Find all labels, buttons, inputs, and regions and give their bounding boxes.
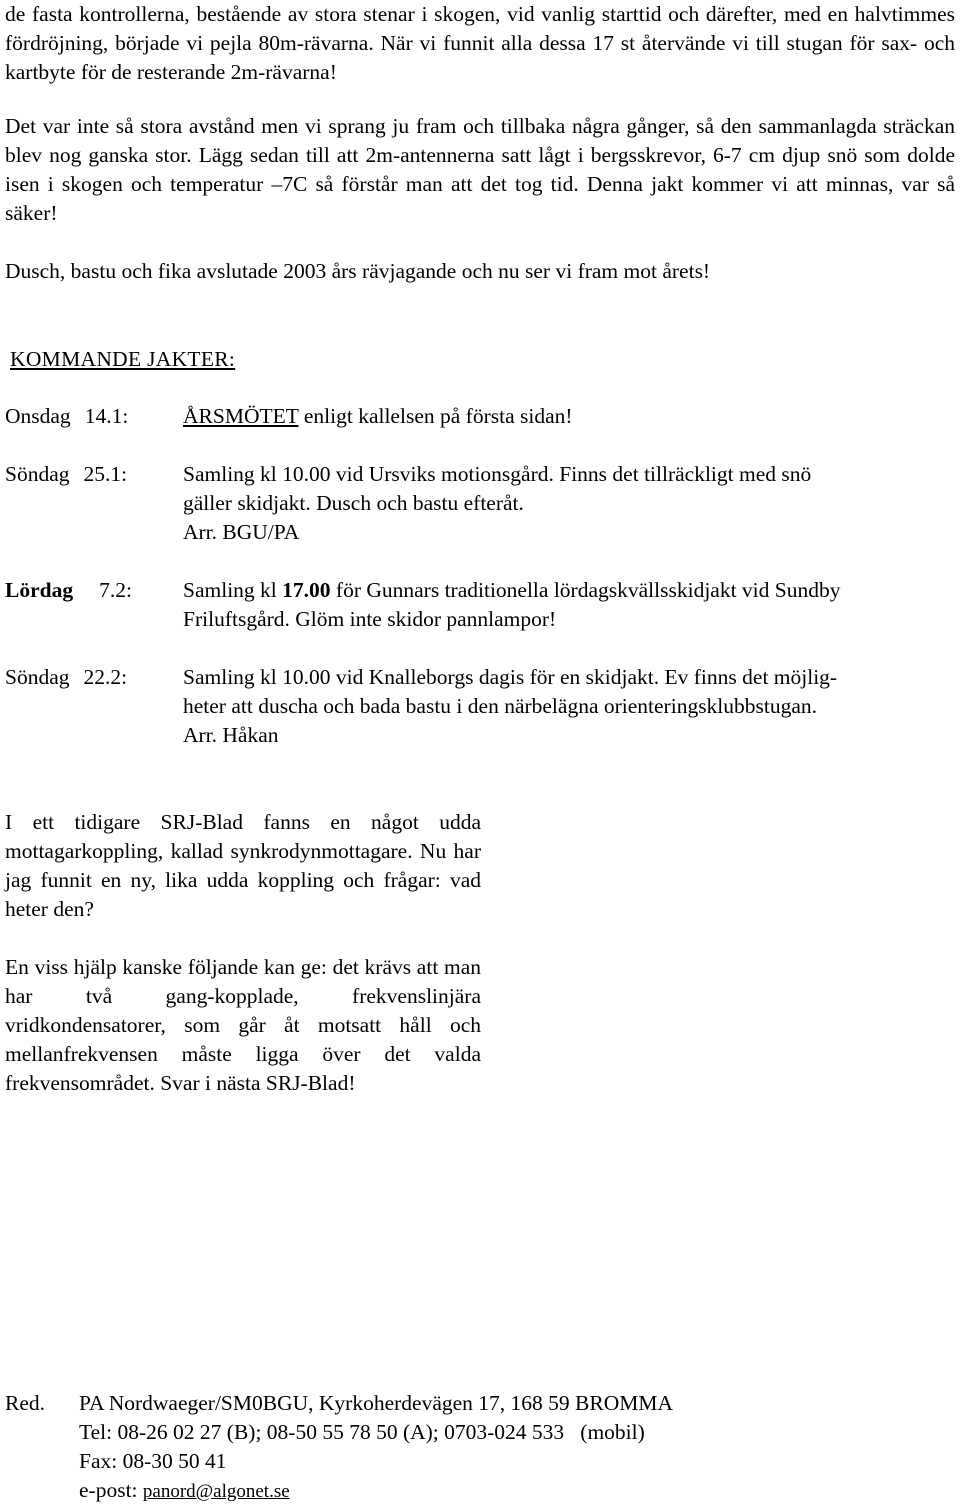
event-day: [5, 402, 128, 431]
event-day: [5, 663, 127, 692]
event-text: Samling kl: [183, 578, 283, 602]
event-text: för Gunnars traditionella lördagskvällsskidjakt vid Sundby: [330, 578, 841, 602]
editor-fax: Fax: 08-30 50 41: [79, 1449, 227, 1473]
event-description: [183, 576, 955, 634]
editor-address: PA Nordwaeger/SM0BGU, Kyrkoherdevägen 17, 168 59 BROMMA: [79, 1391, 674, 1415]
annual-meeting-title: ÅRSMÖTET: [183, 404, 299, 428]
event-weekday: Lördag: [5, 578, 74, 602]
event-line: gäller skidjakt. Dusch och bastu efteråt.: [183, 491, 524, 515]
event-description: [183, 460, 955, 547]
editor-email-line: [79, 1476, 949, 1506]
event-line: heter att duscha och bada bastu i den närbelägna orienteringsklubbstugan.: [183, 694, 818, 718]
event-date: 25.1:: [83, 462, 128, 486]
editor-label: Red.: [5, 1391, 46, 1415]
event-time: 17.00: [282, 578, 331, 602]
event-day: [5, 460, 127, 489]
event-date: 14.1:: [84, 404, 129, 428]
upcoming-hunts-heading: KOMMANDE JAKTER:: [10, 347, 236, 371]
event-weekday: Onsdag: [5, 404, 71, 428]
event-weekday: Söndag: [5, 462, 70, 486]
event-line: Arr. BGU/PA: [183, 520, 300, 544]
email-link[interactable]: panord@algonet.se: [142, 1481, 290, 1502]
editor-contact: [79, 1389, 949, 1506]
event-line: Arr. Håkan: [183, 723, 279, 747]
event-line: Friluftsgård. Glöm inte skidor pannlampor!: [183, 607, 557, 631]
event-description: [183, 402, 955, 431]
event-day: [5, 576, 132, 605]
event-text: enligt kallelsen på första sidan!: [298, 404, 573, 428]
event-line: Samling kl 10.00 vid Ursviks motionsgård. Finns det tillräckligt med snö: [183, 462, 812, 486]
intro-paragraph: de fasta kontrollerna, bestående av stora stenar i skogen, vid vanlig starttid och därefter, med en halvtimmes fördröjning, började vi pejla 80m-rävarna. När vi funnit alla dessa 17 st återvände vi till stugan för sax- och kartbyte för de resterande 2m-rävarna!: [5, 2, 955, 84]
event-date: 7.2:: [99, 578, 132, 602]
event-weekday: Söndag: [5, 665, 70, 689]
event-date: 22.2:: [83, 665, 128, 689]
email-label: e-post:: [79, 1478, 143, 1502]
event-line: Samling kl 10.00 vid Knalleborgs dagis för en skidjakt. Ev finns det möjlig-: [183, 665, 838, 689]
closing-paragraph: Dusch, bastu och fika avslutade 2003 års rävjagande och nu ser vi fram mot årets!: [5, 259, 711, 283]
event-line: [183, 576, 955, 605]
editor-phone: Tel: 08-26 02 27 (B); 08-50 55 78 50 (A); 0703-024 533 (mobil): [79, 1420, 645, 1444]
quiz-paragraph: I ett tidigare SRJ-Blad fanns en något udda mottagarkoppling, kallad synkrodynmottagare. Nu har jag funnit en ny, lika udda koppling och frågar: vad heter den?: [5, 810, 481, 921]
event-description: [183, 663, 955, 750]
report-paragraph: Det var inte så stora avstånd men vi sprang ju fram och tillbaka några gånger, så den sammanlagda sträckan blev nog ganska stor. Lägg sedan till att 2m-antennerna satt lågt i bergsskrevor, 6-7 cm djup snö som dolde isen i skogen och temperatur –7C så förstår man att det tog tid. Denna jakt kommer vi att minnas, var så säker!: [5, 114, 955, 225]
quiz-hint-paragraph: En viss hjälp kanske följande kan ge: det krävs att man har två gang-kopplade, frekvenslinjära vridkondensatorer, som går åt motsatt håll och mellanfrekvensen måste ligga över det valda frekvensområdet. Svar i nästa SRJ-Blad!: [5, 955, 481, 1095]
